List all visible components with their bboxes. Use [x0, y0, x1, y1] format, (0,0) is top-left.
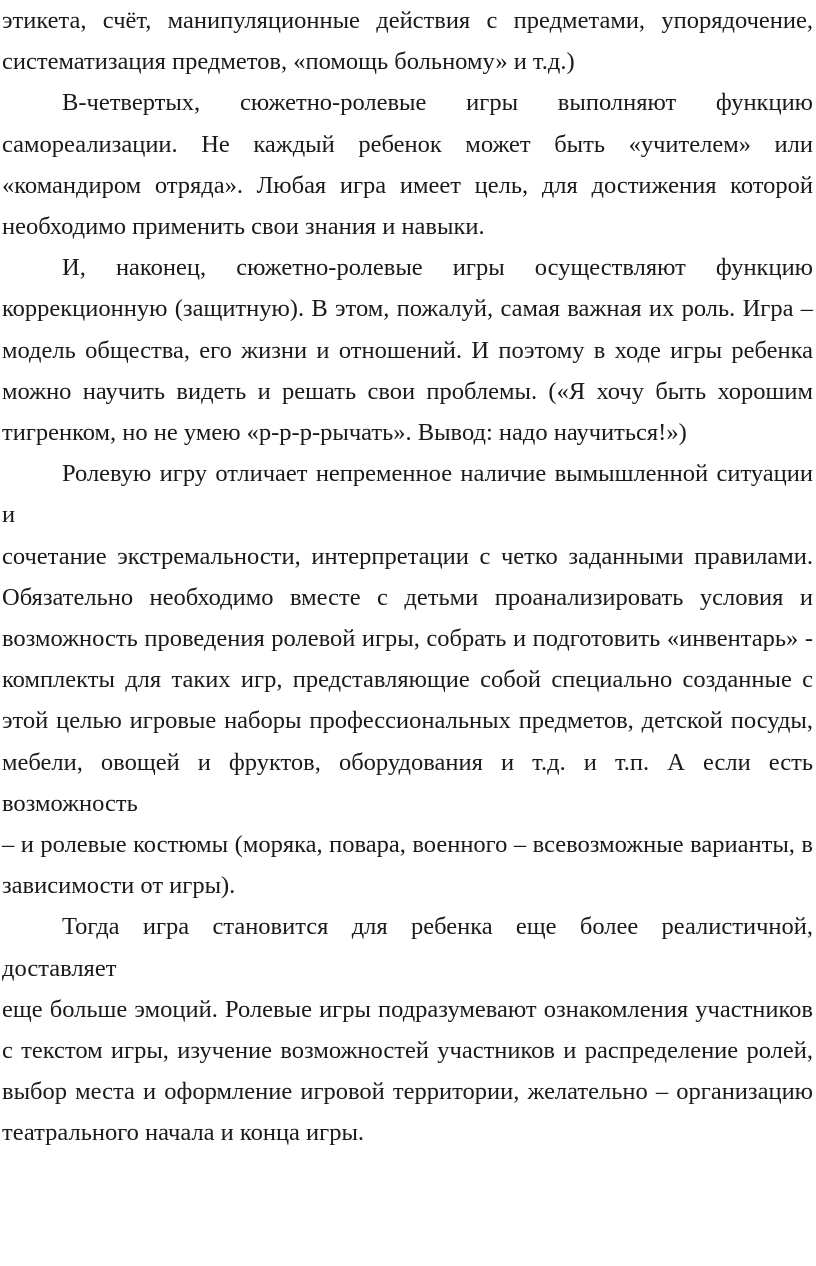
text-line: с текстом игры, изучение возможностей участников и распределение ролей,: [2, 1037, 813, 1065]
text-line: «командиром отряда». Любая игра имеет цель, для достижения которой: [2, 171, 813, 199]
text-line: систематизация предметов, «помощь больному» и т.д.): [2, 48, 575, 76]
text-line: коррекционную (защитную). В этом, пожалуй, самая важная их роль. Игра –: [2, 295, 813, 323]
text-line: Обязательно необходимо вместе с детьми проанализировать условия и: [2, 583, 813, 611]
text-line: еще больше эмоций. Ролевые игры подразумевают ознакомления участников: [2, 995, 813, 1023]
text-line: можно научить видеть и решать свои проблемы. («Я хочу быть хорошим: [2, 377, 813, 405]
text-line: модель общества, его жизни и отношений. И поэтому в ходе игры ребенка: [2, 336, 813, 364]
text-line: В-четвертых, сюжетно-ролевые игры выполняют функцию: [62, 89, 813, 117]
text-line: комплекты для таких игр, представляющие собой специально созданные с: [2, 666, 813, 694]
text-line: мебели, овощей и фруктов, оборудования и т.д. и т.п. А если есть возможность: [2, 748, 813, 817]
text-line: тигренком, но не умею «р-р-р-рычать». Вывод: надо научиться!»): [2, 419, 687, 447]
text-line: необходимо применить свои знания и навыки.: [2, 213, 485, 241]
text-line: возможность проведения ролевой игры, собрать и подготовить «инвентарь» -: [2, 625, 813, 653]
text-line: выбор места и оформление игровой территории, желательно – организацию: [2, 1078, 813, 1106]
paragraph-fourth-function: [2, 82, 813, 247]
text-line: театрального начала и конца игры.: [2, 1119, 365, 1147]
text-line: самореализации. Не каждый ребенок может быть «учителем» или: [2, 130, 813, 158]
paragraph-role-game-features: [2, 453, 813, 906]
body-text: [2, 0, 813, 1154]
text-line: сочетание экстремальности, интерпретации с четко заданными правилами.: [2, 542, 813, 570]
text-line: зависимости от игры).: [2, 872, 236, 900]
text-line: этой целью игровые наборы профессиональных предметов, детской посуды,: [2, 707, 813, 735]
text-line: Тогда игра становится для ребенка еще более реалистичной, доставляет: [2, 913, 813, 982]
text-line: И, наконец, сюжетно-ролевые игры осуществляют функцию: [62, 254, 813, 282]
paragraph-continued: [2, 0, 813, 82]
text-line: – и ролевые костюмы (моряка, повара, военного – всевозможные варианты, в: [2, 831, 813, 859]
paragraph-correction-function: [2, 247, 813, 453]
text-line: Ролевую игру отличает непременное наличие вымышленной ситуации и: [2, 460, 813, 529]
paragraph-realism: [2, 906, 813, 1153]
text-line: этикета, счёт, манипуляционные действия с предметами, упорядочение,: [2, 7, 813, 34]
